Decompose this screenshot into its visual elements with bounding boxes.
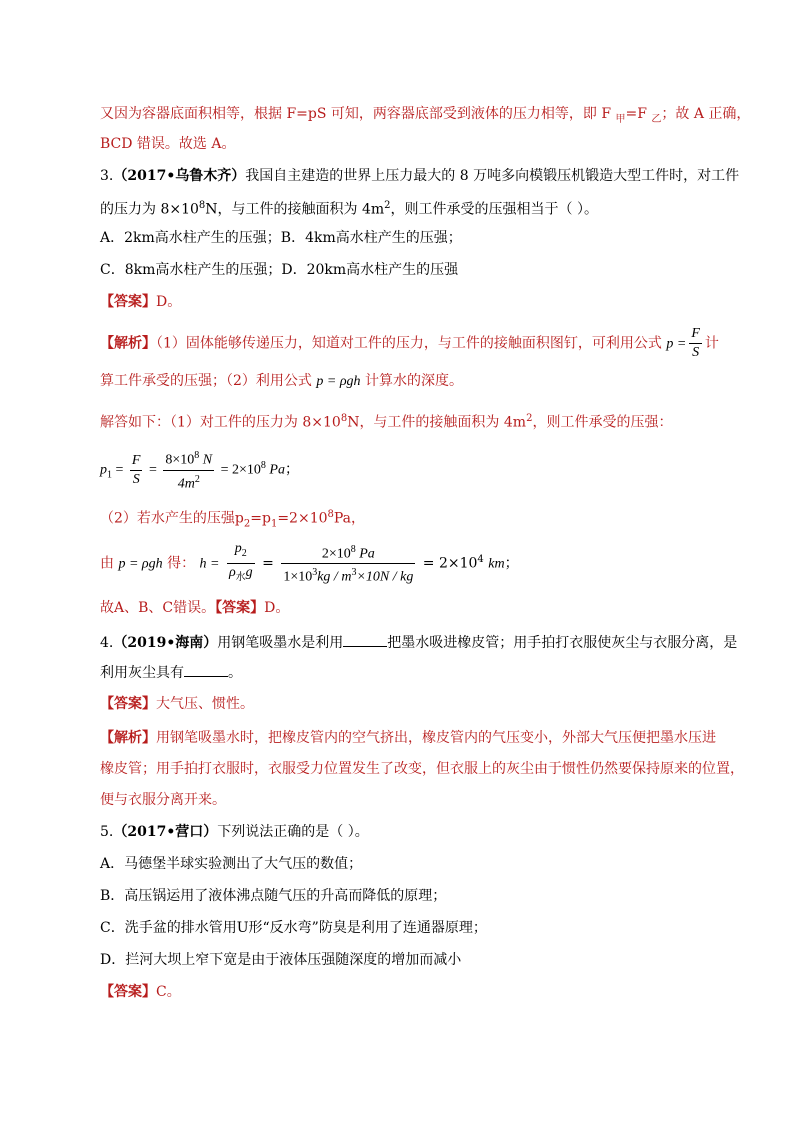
answer-tag: 【答案】 (100, 984, 156, 1000)
question-stem: 下列说法正确的是（ ）。 (217, 824, 369, 840)
analysis-text: （1）固体能够传递压力，知道对工件的压力，与工件的接触面积图钉，可利用公式 (156, 335, 662, 352)
fraction-denominator (227, 564, 255, 587)
question-5-option-c: C．洗手盆的排水管用U形“反水弯”防臭是利用了连通器原理； (100, 920, 487, 936)
text-segment: kg / m (317, 569, 352, 585)
text-segment: ×10N / kg (356, 569, 414, 585)
question-4-analysis-line2: 橡皮管；用手拍打衣服时，衣服受力位置发生了改变，但衣服上的灰尘由于惯性仍然要保持原来的位置， (100, 761, 744, 777)
fraction (281, 541, 415, 587)
analysis-text: 算工件承受的压强；（2）利用公式 (100, 373, 312, 389)
question-stem: 我国自主建造的世界上压力最大的 8 万吨多向模锻压机锻造大型工件时，对工件 (245, 168, 740, 184)
fill-in-blank[interactable] (343, 632, 387, 647)
text-segment: ； (504, 555, 519, 572)
fraction-denominator: S (132, 471, 140, 487)
answer-tag: 【答案】 (215, 600, 265, 616)
text-segment: 2×10 (321, 546, 351, 562)
superscript: 8 (327, 509, 334, 520)
fraction-numerator (281, 541, 415, 565)
question-3-step2 (100, 505, 365, 534)
subscript: 乙 (651, 113, 662, 125)
subscript: 1 (107, 469, 112, 481)
equation-lhs: h = (199, 556, 220, 572)
question-4-analysis-line3: 便与衣服分离开来。 (100, 792, 226, 808)
text-segment: Pa (359, 546, 375, 562)
subscript: 2 (241, 548, 247, 560)
formula: p = ρgh (118, 556, 163, 572)
analysis-text: 计算水的深度。 (365, 373, 463, 389)
text-segment: =p (250, 510, 271, 527)
formula: p = ρgh (316, 374, 361, 389)
text-segment: N (202, 452, 213, 468)
question-source: （2019•海南） (113, 635, 218, 651)
text-segment: 解答如下：（1）对工件的压力为 8×10 (100, 414, 341, 431)
analysis-continuation-line1 (100, 104, 750, 130)
text-segment: N，与工件的接触面积为 4m (205, 201, 385, 218)
answer-tag: 【答案】 (100, 696, 156, 712)
text-segment: ； (284, 462, 299, 478)
text-segment: 1×10 (283, 569, 313, 585)
text-segment: =2×10 (277, 510, 328, 527)
equation-result: = 2×10 (422, 555, 478, 572)
fraction-numerator (163, 447, 214, 471)
unit: Pa (269, 462, 285, 478)
superscript: 8 (340, 413, 348, 424)
question-4-stem-line2 (100, 662, 242, 683)
fraction-denominator: S (692, 345, 700, 360)
analysis-continuation-line2: BCD 错误。故选 A。 (100, 136, 236, 152)
question-3-answer (100, 292, 181, 312)
text-segment: （2）若水产生的压强p (100, 510, 244, 527)
text-segment: p (234, 541, 242, 557)
fraction-numerator: F (130, 452, 143, 471)
answer-value: D。 (156, 294, 182, 310)
text-segment: g (245, 565, 253, 581)
text-segment: ，则工件承受的压强相当于（ ）。 (390, 201, 598, 218)
subscript: 甲 (615, 113, 626, 125)
question-3-stem-line1 (100, 166, 739, 186)
equation-result: = 2×10 (220, 462, 261, 478)
text-segment: 故A、B、C错误。 (100, 600, 216, 616)
question-stem: 。 (228, 665, 242, 681)
text-segment: 又因为容器底面积相等，根据 F=pS 可知，两容器底部受到液体的压力相等，即 F (100, 106, 616, 122)
analysis-text: 用钢笔吸墨水时，把橡皮管内的空气挤出，橡皮管内的气压变小，外部大气压便把墨水压进 (156, 730, 716, 746)
question-3-solve-line (100, 409, 672, 433)
question-5-option-b: B．高压锅运用了液体沸点随气压的升高而降低的原理； (100, 888, 447, 904)
subscript: 2 (243, 518, 251, 530)
question-3-analysis-line1 (100, 325, 719, 362)
question-stem: 把墨水吸进橡皮管；用手拍打衣服使灰尘与衣服分离，是 (387, 635, 738, 651)
fraction (163, 447, 214, 493)
question-5-option-a: A．马德堡半球实验测出了大气压的数值； (100, 856, 363, 872)
question-3-options-ab: A．2km高水柱产生的压强；B．4km高水柱产生的压强； (100, 230, 462, 246)
equation-1: $p_1$ = $\frac{F}{S}$ = $\frac{8\times 10^8 N}{4m^2}$ = $2\times 10^8$ Pa； (100, 446, 299, 495)
formula: p = (666, 336, 687, 352)
fraction-numerator: F (689, 325, 702, 344)
question-3-stem-line2 (100, 196, 598, 220)
fraction (130, 452, 143, 489)
superscript: 4 (477, 554, 484, 565)
question-source: （2017•乌鲁木齐） (113, 168, 246, 184)
question-number: 4. (100, 635, 114, 651)
question-stem: 用钢笔吸墨水是利用 (217, 635, 344, 651)
answer-value: C。 (156, 984, 181, 1000)
text-segment: 得： (167, 555, 196, 572)
text-segment: ；故 A 正确， (661, 106, 751, 122)
question-number: 3. (100, 168, 114, 184)
fraction-denominator (163, 471, 214, 494)
superscript: 8 (194, 450, 200, 462)
answer-tag: 【答案】 (100, 294, 156, 310)
text-segment: ，则工件承受的压强： (532, 414, 673, 431)
text-segment: 由 (100, 555, 114, 572)
unit: km (488, 556, 505, 572)
text-segment: ρ (228, 565, 236, 581)
question-3-options-cd: C．8km高水柱产生的压强；D．20km高水柱产生的压强 (100, 262, 459, 278)
question-5-answer (100, 982, 181, 1002)
equation-2: 由 p = ρgh 得： h = $\frac{p_2}{\rho_水g}$ = $\frac{2\times 10^8 Pa}{1\times 10^3kg / m^3\times 10N / kg}$ = $2\times 10^4$ km； (100, 540, 519, 587)
answer-value: 大气压、惯性。 (156, 696, 254, 712)
superscript: 3 (312, 567, 318, 579)
question-3-final (100, 598, 289, 618)
fraction-numerator (227, 540, 255, 564)
question-stem: 利用灰尘具有 (100, 665, 184, 681)
superscript: 8 (260, 460, 266, 471)
superscript: 2 (194, 473, 200, 485)
superscript: 3 (351, 567, 357, 579)
question-source: （2017•营口） (113, 824, 218, 840)
question-3-analysis-line2 (100, 371, 463, 392)
answer-value: D。 (264, 600, 290, 616)
text-segment: Pa， (333, 510, 366, 527)
question-4-answer (100, 694, 254, 714)
superscript: 8 (198, 200, 206, 211)
subscript: 水 (235, 571, 246, 583)
text-segment: =F (625, 106, 652, 122)
text-segment: 4m (177, 476, 195, 492)
question-4-analysis-line1 (100, 728, 716, 748)
fraction (227, 540, 255, 587)
text-segment: N，与工件的接触面积为 4m (347, 414, 527, 431)
superscript: 2 (526, 413, 533, 424)
equation-lhs: p (100, 462, 107, 478)
analysis-tag: 【解析】 (100, 335, 156, 352)
superscript: 8 (350, 543, 356, 555)
analysis-tag: 【解析】 (100, 730, 156, 746)
subscript: 1 (270, 518, 278, 530)
text-segment: 的压力为 8×10 (100, 201, 199, 218)
fill-in-blank[interactable] (184, 662, 228, 677)
question-5-option-d: D．拦河大坝上窄下宽是由于液体压强随深度的增加而减小 (100, 952, 462, 968)
question-4-stem-line1 (100, 632, 737, 653)
superscript: 2 (384, 200, 391, 211)
fraction (689, 325, 702, 362)
question-5-stem (100, 822, 369, 842)
fraction-denominator (281, 564, 415, 587)
question-number: 5. (100, 824, 114, 840)
text-segment: 8×10 (165, 452, 195, 468)
analysis-text: 计 (704, 335, 719, 352)
